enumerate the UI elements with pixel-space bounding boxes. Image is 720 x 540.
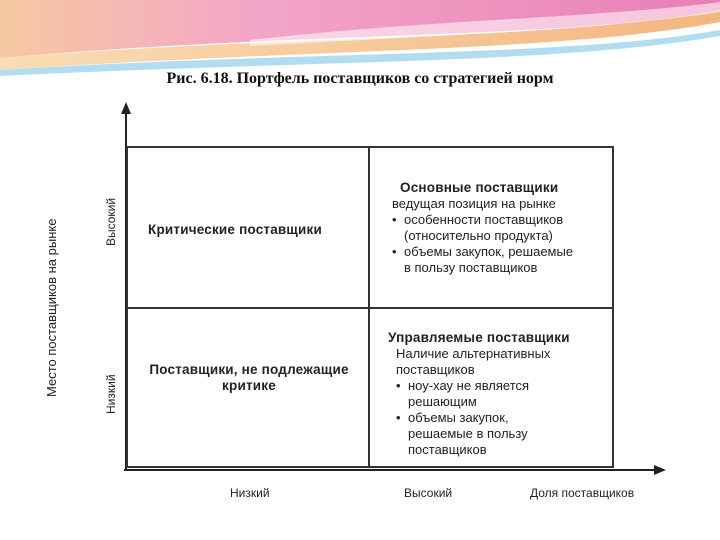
quadrant-intro: поставщиков	[396, 362, 475, 377]
bullet-continuation: (относительно продукта)	[404, 228, 553, 243]
bullet-icon: •	[396, 410, 401, 425]
quadrant-managed-suppliers	[388, 330, 570, 458]
quadrant-heading: Основные поставщики	[400, 180, 559, 195]
quadrant-heading-line: Поставщики, не подлежащие	[149, 362, 349, 377]
quadrant-critical-suppliers	[148, 222, 322, 238]
x-axis-label: Доля поставщиков	[530, 486, 635, 500]
matrix-horizontal-divider	[126, 307, 614, 309]
bullet-icon: •	[396, 378, 401, 393]
x-tick-high: Высокий	[404, 486, 453, 500]
bullet-item	[392, 212, 573, 228]
x-tick-low: Низкий	[230, 486, 270, 500]
quadrant-non-critical-suppliers	[134, 362, 364, 394]
bullet-item	[392, 244, 573, 260]
y-axis-label: Место поставщиков на рынке	[44, 218, 59, 397]
bullet-item	[388, 410, 570, 426]
bullet-item	[388, 378, 570, 394]
bullet-continuation: поставщиков	[408, 442, 487, 457]
quadrant-heading-line: критике	[222, 378, 276, 393]
quadrant-heading: Критические поставщики	[148, 222, 322, 237]
y-axis-arrow	[121, 102, 131, 114]
bullet-icon: •	[392, 212, 397, 227]
figure-title: Рис. 6.18. Портфель поставщиков со стратегией норм	[166, 70, 554, 87]
bullet-continuation: в пользу поставщиков	[404, 260, 538, 275]
bullet-continuation: решаемые в пользу	[408, 426, 528, 441]
quadrant-main-suppliers	[392, 180, 573, 276]
bullet-text: объемы закупок, решаемые	[404, 244, 574, 259]
bullet-text: объемы закупок,	[408, 410, 509, 425]
bullet-continuation: решающим	[408, 394, 477, 409]
quadrant-heading: Управляемые поставщики	[388, 330, 570, 345]
quadrant-intro: ведущая позиция на рынке	[392, 196, 556, 211]
bullet-text: ноу-хау не является	[408, 378, 530, 393]
bullet-text: особенности поставщиков	[404, 212, 564, 227]
y-tick-low: Низкий	[104, 374, 118, 414]
x-axis-arrow	[654, 465, 666, 475]
quadrant-intro: Наличие альтернативных	[396, 346, 551, 361]
y-tick-high: Высокий	[104, 197, 118, 246]
bullet-icon: •	[392, 244, 397, 259]
